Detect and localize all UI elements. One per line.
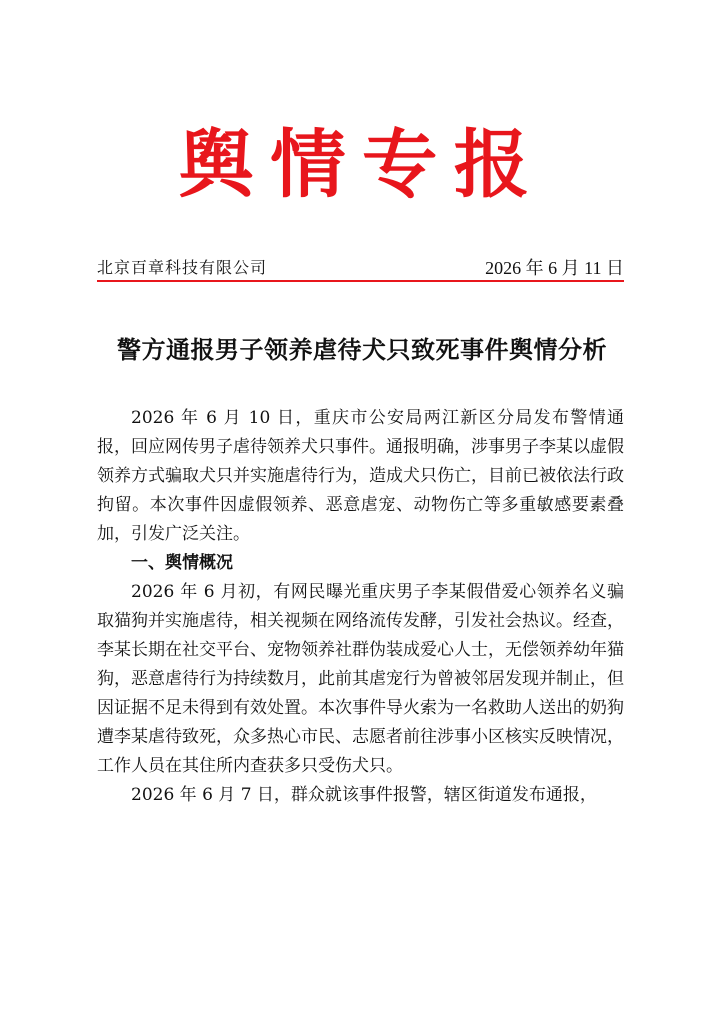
article-body <box>97 404 624 810</box>
header-divider <box>97 280 624 282</box>
report-date: 2026 年 6 月 11 日 <box>485 258 624 278</box>
overview-paragraph-2: 2026 年 6 月 7 日，群众就该事件报警，辖区街道发布通报， <box>131 785 597 805</box>
section-heading-overview: 一、舆情概况 <box>131 553 233 573</box>
overview-paragraph-1: 2026 年 6 月初，有网民曝光重庆男子李某假借爱心领养名义骗取猫狗并实施虐待，相关视频在网络流传发酵，引发社会热议。经查，李某长期在社交平台、宠物领养社群伪装成爱心人士，无偿领养幼年猫狗，恶意虐待行为持续数月，此前其虐宠行为曾被邻居发现并制止，但因证据不足未得到有效处置。本次事件导火索为一名救助人送出的奶狗遭李某虐待致死，众多热心市民、志愿者前往涉事小区核实反映情况，工作人员在其住所内查获多只受伤犬只。 <box>97 582 624 776</box>
meta-row <box>97 256 624 280</box>
organization-name: 北京百章科技有限公司 <box>97 258 268 277</box>
article-headline: 警方通报男子领养虐待犬只致死事件舆情分析 <box>117 335 607 364</box>
intro-paragraph: 2026 年 6 月 10 日，重庆市公安局两江新区分局发布警情通报，回应网传男子虐待领养犬只事件。通报明确，涉事男子李某以虚假领养方式骗取犬只并实施虐待行为，造成犬只伤亡，目前已被依法行政拘留。本次事件因虚假领养、恶意虐宠、动物伤亡等多重敏感要素叠加，引发广泛关注。 <box>97 408 624 544</box>
masthead-title: 舆情专报 <box>178 122 546 208</box>
